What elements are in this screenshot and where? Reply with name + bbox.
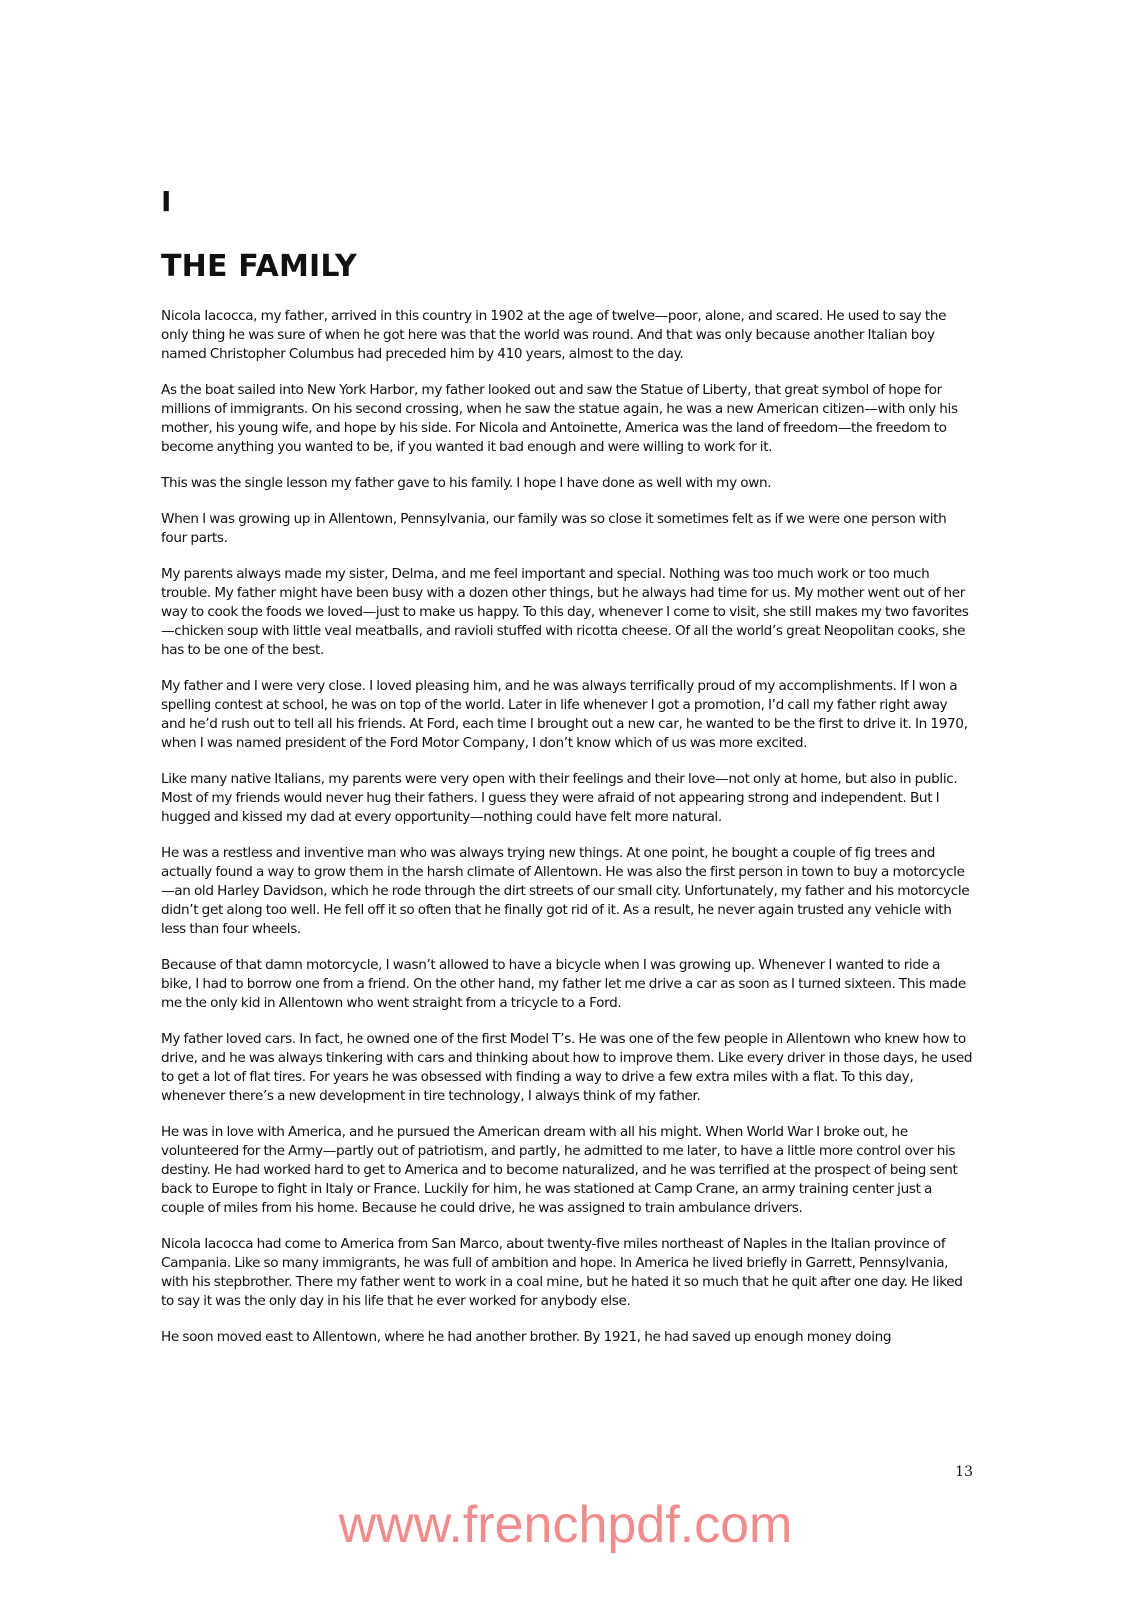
paragraph: Nicola Iacocca had come to America from San Marco, about twenty-five miles northeast of Naples in the Italian province of Campania. Like so many immigrants, he was full of ambition and hope. In America he lived briefly in Garrett, Pennsylvania, with his stepbrother. There my father went to work in a coal mine, but he hated it so much that he quit after one day. He liked to say it was the only day in his life that he ever worked for anybody else. (161, 1236, 963, 1309)
paragraph: He was a restless and inventive man who was always trying new things. At one point, he bought a couple of fig trees and actually found a way to grow them in the harsh climate of Allentown. He was also the first person in town to buy a motorcycle—an old Harley Davidson, which he rode through the dirt streets of our small city. Unfortunately, my father and his motorcycle didn’t get along too well. He fell off it so often that he finally got rid of it. As a result, he never again trusted any vehicle with less than four wheels. (161, 845, 970, 937)
paragraph: Because of that damn motorcycle, I wasn’t allowed to have a bicycle when I was growing up. Whenever I wanted to ride a bike, I had to borrow one from a friend. On the other hand, my father let me drive a car as soon as I turned sixteen. This made me the only kid in Allentown who went straight from a tricycle to a Ford. (161, 957, 966, 1011)
paragraph: As the boat sailed into New York Harbor, my father looked out and saw the Statue of Liberty, that great symbol of hope for millions of immigrants. On his second crossing, when he saw the statue again, he was a new American citizen—with only his mother, his young wife, and hope by his side. For Nicola and Antoinette, America was the land of freedom—the freedom to become anything you wanted to be, if you wanted it bad enough and were willing to work for it. (161, 382, 958, 455)
paragraph: Like many native Italians, my parents were very open with their feelings and their love—not only at home, but also in public. Most of my friends would never hug their fathers. I guess they were afraid of not appearing strong and independent. But I hugged and kissed my dad at every opportunity—nothing could have felt more natural. (161, 771, 958, 825)
chapter-body (161, 307, 973, 1364)
paragraph: This was the single lesson my father gave to his family. I hope I have done as well with my own. (161, 475, 772, 491)
watermark-text: www.frenchpdf.com (338, 1496, 793, 1554)
page-number: 13 (955, 1464, 973, 1480)
chapter-number: I (161, 185, 172, 218)
chapter-title: THE FAMILY (161, 249, 357, 284)
paragraph: He was in love with America, and he pursued the American dream with all his might. When World War I broke out, he volunteered for the Army—partly out of patriotism, and partly, he admitted to me later, to have a little more control over his destiny. He had worked hard to get to America and to become naturalized, and he was terrified at the prospect of being sent back to Europe to fight in Italy or France. Luckily for him, he was stationed at Camp Crane, an army training center just a couple of miles from his home. Because he could drive, he was assigned to train ambulance drivers. (161, 1124, 958, 1216)
paragraph: Nicola Iacocca, my father, arrived in this country in 1902 at the age of twelve—poor, alone, and scared. He used to say the only thing he was sure of when he got here was that the world was round. And that was only because another Italian boy named Christopher Columbus had preceded him by 410 years, almost to the day. (161, 308, 947, 362)
paragraph: He soon moved east to Allentown, where he had another brother. By 1921, he had saved up enough money doing (161, 1329, 892, 1345)
paragraph: My parents always made my sister, Delma, and me feel important and special. Nothing was too much work or too much trouble. My father might have been busy with a dozen other things, but he always had time for us. My mother went out of her way to cook the foods we loved—just to make us happy. To this day, whenever I come to visit, she still makes my two favorites—chicken soup with little veal meatballs, and ravioli stuffed with ricotta cheese. Of all the world’s great Neopolitan cooks, she has to be one of the best. (161, 566, 969, 658)
book-page (161, 0, 973, 1600)
paragraph: When I was growing up in Allentown, Pennsylvania, our family was so close it sometimes felt as if we were one person with four parts. (161, 511, 947, 546)
paragraph: My father and I were very close. I loved pleasing him, and he was always terrifically proud of my accomplishments. If I won a spelling contest at school, he was on top of the world. Later in life whenever I got a promotion, I’d call my father right away and he’d rush out to tell all his friends. At Ford, each time I brought out a new car, he wanted to be the first to drive it. In 1970, when I was named president of the Ford Motor Company, I don’t know which of us was more excited. (161, 678, 968, 751)
paragraph: My father loved cars. In fact, he owned one of the first Model T’s. He was one of the few people in Allentown who knew how to drive, and he was always tinkering with cars and thinking about how to improve them. Like every driver in those days, he used to get a lot of flat tires. For years he was obsessed with finding a way to drive a few extra miles with a flat. To this day, whenever there’s a new development in tire technology, I always think of my father. (161, 1031, 973, 1104)
